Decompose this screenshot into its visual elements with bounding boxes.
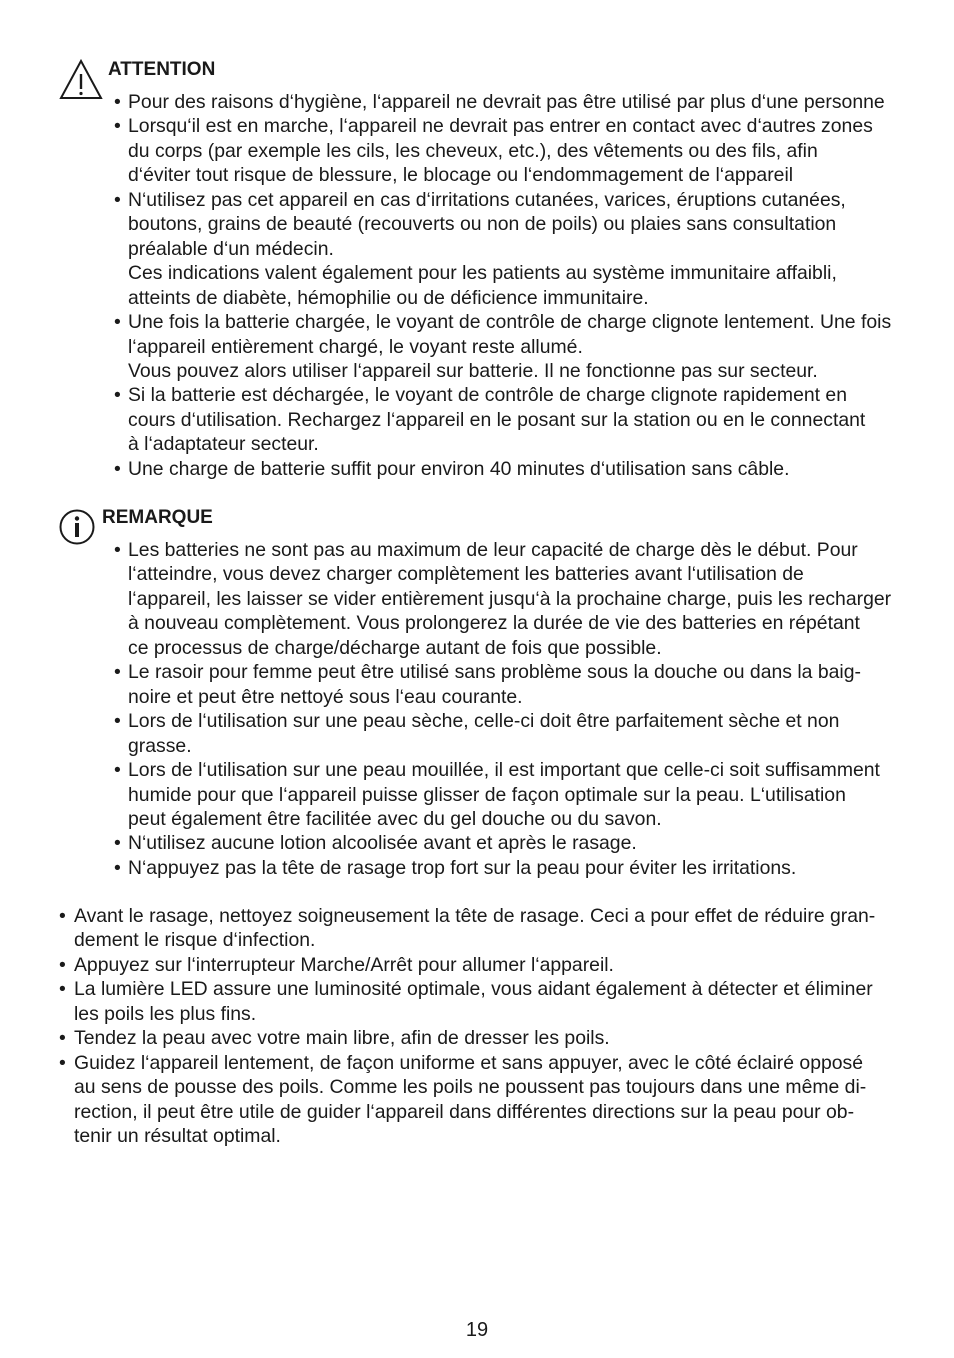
list-item: • Tendez la peau avec votre main libre, afin de dresser les poils.	[59, 1026, 929, 1050]
list-item: • N‘appuyez pas la tête de rasage trop fort sur la peau pour éviter les irritations.	[114, 856, 934, 880]
list-item: • N‘utilisez aucune lotion alcoolisée avant et après le rasage.	[114, 831, 934, 855]
list-item: • Lors de l‘utilisation sur une peau sèche, celle-ci doit être parfaitement sèche et non grasse.	[114, 709, 934, 758]
remarque-list	[114, 538, 934, 880]
instructions-list	[59, 904, 929, 1149]
list-item: • Avant le rasage, nettoyez soigneusement la tête de rasage. Ceci a pour effet de réduire gran- dement le risque d‘infection.	[59, 904, 929, 953]
list-item: • Si la batterie est déchargée, le voyant de contrôle de charge clignote rapidement en cours d‘utilisation. Rechargez l‘appareil en le posant sur la station ou en le connectant à l‘adaptateur secteur.	[114, 383, 934, 456]
list-item: • N‘utilisez pas cet appareil en cas d‘irritations cutanées, varices, éruptions cutanées, boutons, grains de beauté (recouverts ou non de poils) ou plaies sans consultation préalable d‘un médecin. Ces indications valent également pour les patients au système immunitaire affaibli, atteints de diabète, hémophilie ou de déficience immunitaire.	[114, 188, 934, 310]
info-circle-icon	[58, 508, 96, 546]
list-item: • Guidez l‘appareil lentement, de façon uniforme et sans appuyer, avec le côté éclairé opposé au sens de pousse des poils. Comme les poils ne poussent pas toujours dans une même di- rection, il peut être utile de guider l‘appareil dans différentes directions sur la peau pour ob- tenir un résultat optimal.	[59, 1051, 929, 1149]
attention-list	[114, 90, 934, 481]
list-item: • Le rasoir pour femme peut être utilisé sans problème sous la douche ou dans la baig- noire et peut être nettoyé sous l‘eau courante.	[114, 660, 934, 709]
list-item: • Une fois la batterie chargée, le voyant de contrôle de charge clignote lentement. Une fois l‘appareil entièrement chargé, le voyant reste allumé. Vous pouvez alors utiliser l‘appareil sur batterie. Il ne fonctionne pas sur secteur.	[114, 310, 934, 383]
page-number: 19	[465, 1319, 489, 1341]
list-item: • Appuyez sur l‘interrupteur Marche/Arrêt pour allumer l‘appareil.	[59, 953, 929, 977]
list-item: • La lumière LED assure une luminosité optimale, vous aidant également à détecter et éliminer les poils les plus fins.	[59, 977, 929, 1026]
list-item: • Les batteries ne sont pas au maximum de leur capacité de charge dès le début. Pour l‘atteindre, vous devez charger complètement les batteries avant l‘utilisation de l‘appareil, les laisser se vider entièrement jusqu‘à la prochaine charge, puis les recharger à nouveau complètement. Vous prolongerez la durée de vie des batteries en répétant ce processus de charge/décharge autant de fois que possible.	[114, 538, 934, 660]
list-item: • Lorsqu‘il est en marche, l‘appareil ne devrait pas entrer en contact avec d‘autres zones du corps (par exemple les cils, les cheveux, etc.), des vêtements ou des fils, afin d‘éviter tout risque de blessure, le blocage ou l‘endommagement de l‘appareil	[114, 114, 934, 187]
list-item: • Pour des raisons d‘hygiène, l‘appareil ne devrait pas être utilisé par plus d‘une personne	[114, 90, 934, 114]
list-item: • Une charge de batterie suffit pour environ 40 minutes d‘utilisation sans câble.	[114, 457, 934, 481]
remarque-heading: REMARQUE	[102, 507, 213, 528]
list-item: • Lors de l‘utilisation sur une peau mouillée, il est important que celle-ci soit suffisamment humide pour que l‘appareil puisse glisser de façon optimale sur la peau. L‘utilisation peut également être facilitée avec du gel douche ou du savon.	[114, 758, 934, 831]
warning-triangle-icon	[58, 58, 104, 102]
attention-heading: ATTENTION	[108, 59, 216, 80]
